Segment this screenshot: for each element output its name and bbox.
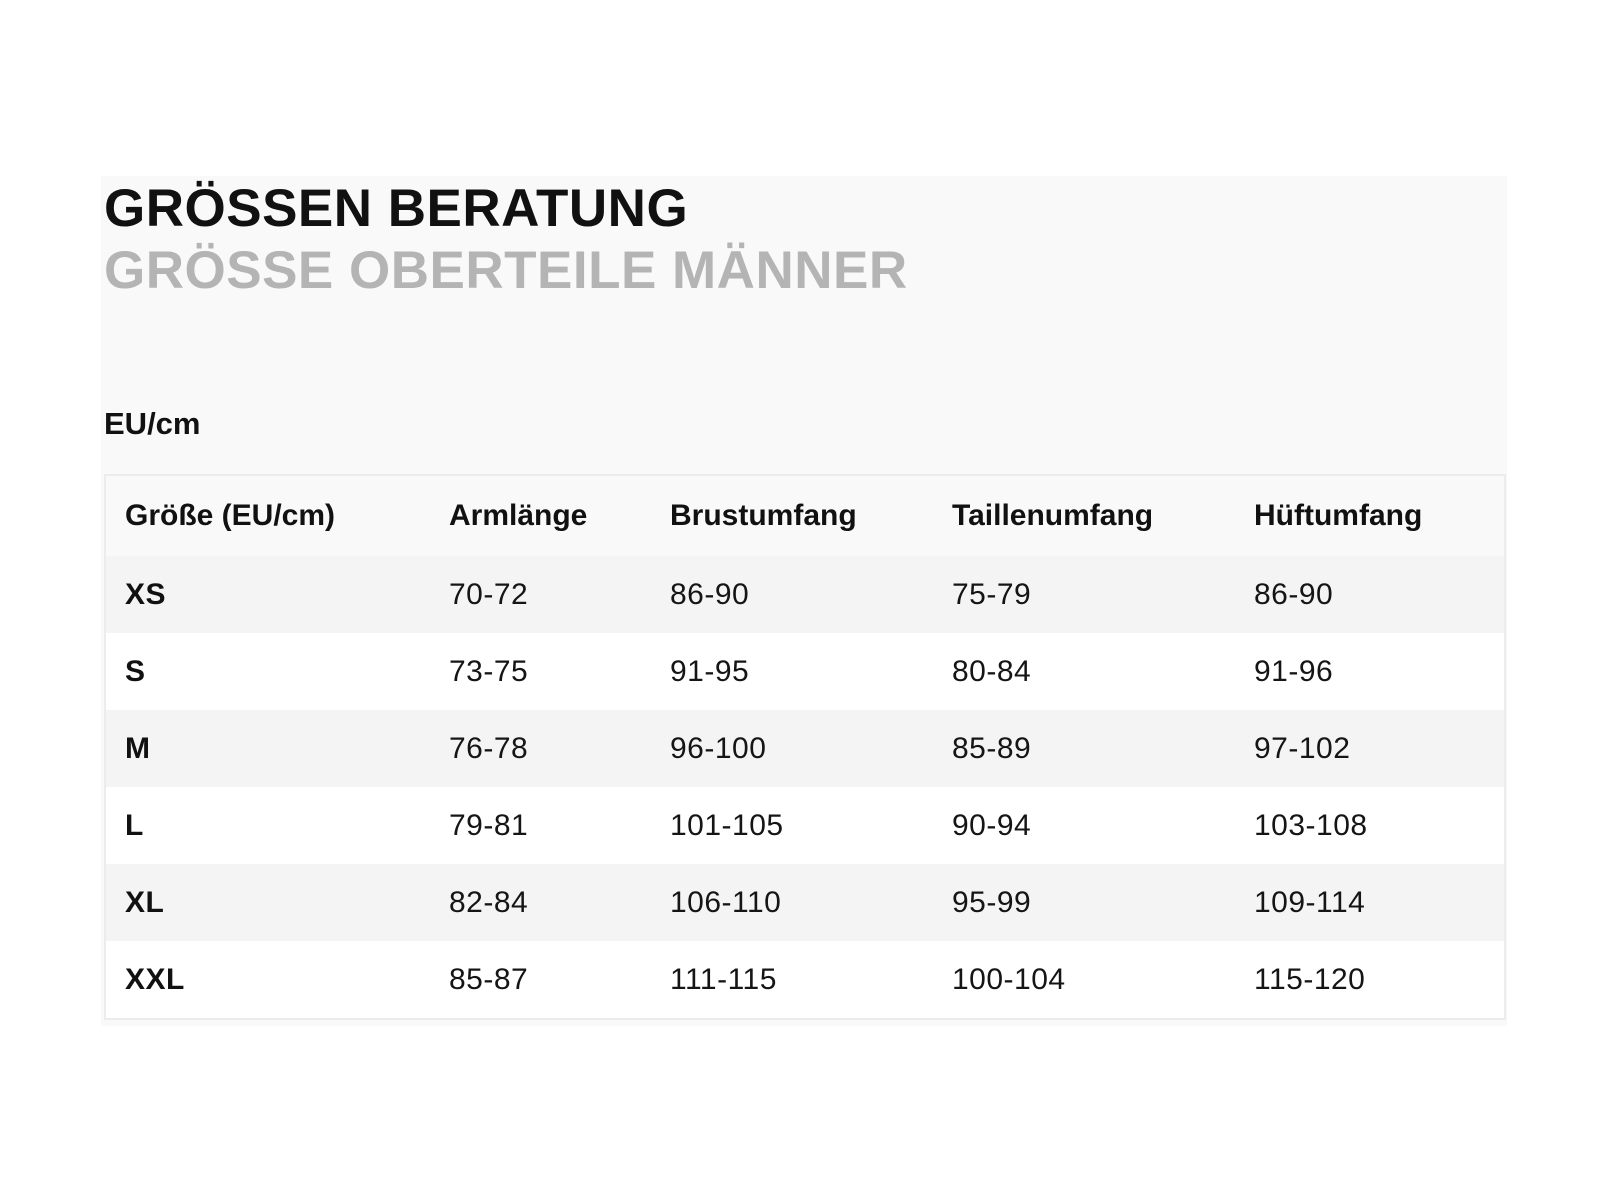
- waist-cell: 85-89: [933, 710, 1235, 787]
- chest-cell: 111-115: [651, 941, 933, 1018]
- waist-cell: 90-94: [933, 787, 1235, 864]
- unit-label: EU/cm: [104, 406, 201, 441]
- arm-length-cell: 73-75: [430, 633, 651, 710]
- column-header-arm-length: Armlänge: [430, 476, 651, 556]
- column-header-hip: Hüftumfang: [1235, 476, 1504, 556]
- arm-length-cell: 79-81: [430, 787, 651, 864]
- hip-cell: 115-120: [1235, 941, 1504, 1018]
- size-cell: L: [106, 787, 430, 864]
- size-cell: XXL: [106, 941, 430, 1018]
- arm-length-cell: 76-78: [430, 710, 651, 787]
- waist-cell: 95-99: [933, 864, 1235, 941]
- waist-cell: 80-84: [933, 633, 1235, 710]
- table-body: [106, 556, 1504, 1018]
- chest-cell: 106-110: [651, 864, 933, 941]
- hip-cell: 97-102: [1235, 710, 1504, 787]
- size-cell: M: [106, 710, 430, 787]
- chest-cell: 101-105: [651, 787, 933, 864]
- size-cell: XS: [106, 556, 430, 633]
- page-title: GRÖSSEN BERATUNG: [104, 179, 689, 238]
- table-row: [106, 941, 1504, 1018]
- hip-cell: 86-90: [1235, 556, 1504, 633]
- table-row: [106, 710, 1504, 787]
- size-cell: XL: [106, 864, 430, 941]
- arm-length-cell: 82-84: [430, 864, 651, 941]
- chest-cell: 86-90: [651, 556, 933, 633]
- table-row: [106, 864, 1504, 941]
- arm-length-cell: 70-72: [430, 556, 651, 633]
- table-header: [106, 476, 1504, 556]
- waist-cell: 75-79: [933, 556, 1235, 633]
- table-row: [106, 633, 1504, 710]
- page-subtitle: GRÖSSE OBERTEILE MÄNNER: [104, 241, 908, 300]
- arm-length-cell: 85-87: [430, 941, 651, 1018]
- header-row: [106, 476, 1504, 556]
- waist-cell: 100-104: [933, 941, 1235, 1018]
- hip-cell: 109-114: [1235, 864, 1504, 941]
- chest-cell: 91-95: [651, 633, 933, 710]
- column-header-size: Größe (EU/cm): [106, 476, 430, 556]
- column-header-chest: Brustumfang: [651, 476, 933, 556]
- hip-cell: 91-96: [1235, 633, 1504, 710]
- column-header-waist: Taillenumfang: [933, 476, 1235, 556]
- size-table: [106, 476, 1504, 1018]
- chest-cell: 96-100: [651, 710, 933, 787]
- table-row: [106, 556, 1504, 633]
- size-cell: S: [106, 633, 430, 710]
- hip-cell: 103-108: [1235, 787, 1504, 864]
- table-row: [106, 787, 1504, 864]
- size-table-container: [104, 474, 1506, 1020]
